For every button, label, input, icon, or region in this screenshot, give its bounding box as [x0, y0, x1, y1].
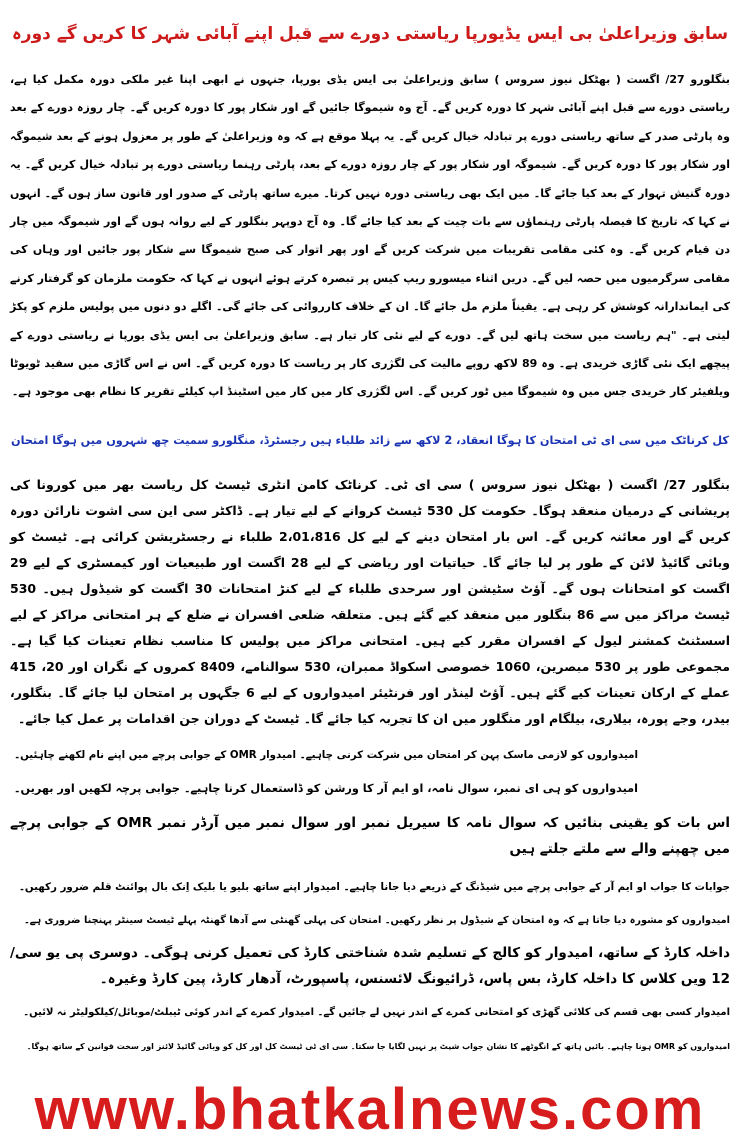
site-url-watermark: www.bhatkalnews.com — [34, 1077, 706, 1142]
guideline-item: امیدواروں کو OMR ہونا چاہیے۔ بائیں ہاتھ کے انگوٹھے کا نشان جواب شیٹ پر نہیں لگایا جا سکتا۔ سی ای ٹی ٹیسٹ کل اور کل کو وبائی گائیڈ لائنز اور سخت قوانین کے ساتھ ہوگا۔ — [26, 1042, 730, 1051]
article-yediyurappa-body: بنگلورو 27/ اگست ( بھٹکل نیوز سروس ) سابق وزیراعلیٰ بی ایس یڈی یورپا، جنہوں نے ابھی اپنا غیر ملکی دورہ مکمل کیا ہے، ریاستی دورے سے قبل اپنے آبائی شہر کا دورہ کریں گے۔ آج وہ شیموگا جائیں گے اور شکار پور کا دورہ کریں گے۔ چار روزہ دورے کے بعد وہ پارٹی صدر کے ساتھ ریاستی دورے پر تبادلہ خیال کریں گے۔ یہ پہلا موقع ہے کہ وہ وزیراعلیٰ کے طور پر معزول ہونے کے بعد شیموگہ اور شکار پور کا دورہ کریں گے۔ شیموگہ اور شکار پور کے چار روزہ دورے کے بعد، پارٹی رہنما ریاستی دورے پر تبادلہ خیال کریں گے۔ یہ دورہ گنیش تہوار کے بعد کیا جائے گا۔ میں ایک بھی ریاستی دورہ نہیں کرتا۔ میرے ساتھ پارٹی کے صدور اور قانون ساز ہوں گے۔ انہوں نے کہا کہ تاریخ کا فیصلہ پارٹی رہنماؤں سے بات چیت کے بعد کیا جائے گا۔ وہ آج دوپہر بنگلور کے لیے روانہ ہوں گے اور شیموگہ میں چار دن قیام کریں گے۔ وہ کئی مقامی تقریبات میں شرکت کریں گے اور پھر اتوار کی صبح شیموگا سے شکار پور جائیں اور وہاں کی مقامی سرگرمیوں میں حصہ لیں گے۔ دریں اثناء میسورو ریپ کیس پر تبصرہ کرتے ہوئے انہوں نے کہا کہ حکومت ملزمان کو گرفتار کرنے کی ایماندارانہ کوشش کر رہی ہے۔ یقیناً ملزم مل جائے گا۔ ان کے خلاف کارروائی کی جائے گی۔ اگلے دو دنوں میں پولیس ملزم کو پکڑ لیتی ہے۔ "ہم ریاست میں سخت ہاتھ لیں گے۔ دورے کے لیے نئی کار تیار ہے۔ سابق وزیراعلیٰ بی ایس یڈی یورپا نے ریاستی دورے کے پیچھے ایک نئی گاڑی خریدی ہے۔ وہ 89 لاکھ روپے مالیت کی لگژری کار پر ریاست کا دورہ کریں گے۔ اس نے اس گاڑی میں سفید ٹویوٹا ویلفیئر کار خریدی جس میں وہ شیموگا میں ٹور کریں گے۔ اس لگژری کار میں کار میں اسٹینڈ اپ کیلئے تقریر کا نظام بھی موجود ہے۔ — [10, 73, 731, 399]
guideline-item: امیدوار کسی بھی قسم کی کلائی گھڑی کو امتحانی کمرے کے اندر نہیں لے جائیں گے۔ امیدوار کمرے کے اندر کوئی ٹیبلٹ/موبائل/کیلکولیٹر نہ لائیں۔ — [23, 1007, 730, 1018]
guideline-item: داخلہ کارڈ کے ساتھ، امیدوار کو کالج کے تسلیم شدہ شناختی کارڈ کی تعمیل کرنی ہوگی۔ دوسری پی یو سی/ 12 ویں کلاس کا داخلہ کارڈ، بس پاس، ڈرائیونگ لائسنس، پاسپورٹ، آدھار کارڈ، پین کارڈ وغیرہ۔ — [10, 945, 730, 987]
article-cet-body: بنگلور 27/ اگست ( بھٹکل نیوز سروس ) سی ای ٹی۔ کرناٹک کامن انٹری ٹیسٹ کل ریاست بھر میں کورونا کی پریشانی کے درمیان منعقد ہوگا۔ حکومت کل 530 ٹیسٹ کروانے کے لیے تیار ہے۔ ڈاکٹر سی این سی اشوت نارائن دورہ کریں گے اور معائنہ کریں گے۔ اس بار امتحان دینے کے لیے کل 2،01،816 طلباء نے رجسٹریشن کرائی ہے۔ ٹیسٹ کو وبائی گائیڈ لائن کے طور پر لیا جائے گا۔ حیاتیات اور ریاضی کے لیے 28 اگست اور طبیعیات اور کیمسٹری کے لیے 29 اگست کو امتحانات ہوں گے۔ آؤٹ سٹیشن اور سرحدی طلباء کے لیے کنڑ امتحانات 30 اگست کو شیڈول ہیں۔ 530 ٹیسٹ مراکز میں سے 86 بنگلور میں منعقد کیے گئے ہیں۔ متعلقہ ضلعی افسران نے ضلع کے ہر امتحانی مراکز کے لیے اسسٹنٹ کمشنر لیول کے افسران مقرر کیے ہیں۔ امتحانی مراکز میں پولیس کا مناسب نظام تعینات کیا گیا ہے۔ مجموعی طور پر 530 مبصرین، 1060 خصوصی اسکواڈ ممبران، 530 سوالنامے، 8409 کمروں کے نگران اور 20، 415 عملے کے ارکان تعینات کیے گئے ہیں۔ آؤٹ لینڈر اور فرنٹیئر امیدواروں کے لیے 6 جگہوں پر امتحان لیا جائے گا۔ بنگلور، بیدر، وجے پورہ، بیلاری، بیلگام اور منگلور میں ان کا تجربہ کیا جائے گا۔ ٹیسٹ کے دوران جن اقدامات پر عمل کیا جائے۔ — [10, 477, 731, 726]
guideline-item: اس بات کو یقینی بنائیں کہ سوال نامہ کا سیریل نمبر اور سوال نمبر میں آرڈر نمبر OMR کے جوابی پرچے میں چھپنے والے سے ملتے جلتے ہیں — [10, 815, 730, 857]
headline-yediyurappa: سابق وزیراعلیٰ بی ایس یڈیورپا ریاستی دورے سے قبل اپنے آبائی شہر کا کریں گے دورہ — [11, 24, 729, 44]
guideline-item: جوابات کا جواب او ایم آر کے جوابی پرچے میں شیڈنگ کے ذریعے دیا جانا چاہیے۔ امیدوار اپنے ساتھ بلیو یا بلیک اِنک بال پوائنٹ قلم ضرور رکھیں۔ — [18, 881, 730, 893]
guideline-item: امیدواروں کو مشورہ دیا جاتا ہے کہ وہ امتحان کے شیڈول پر نظر رکھیں۔ امتحان کی پہلی گھنٹی سے آدھا گھنٹہ پہلے ٹیسٹ سینٹر پہنچنا ضروری ہے۔ — [23, 915, 730, 926]
guideline-item: امیدواروں کو ہی ای نمبر، سوال نامہ، او ایم آر کا ورشن کو ڈاستعمال کرنا چاہیے۔ جوابی پرچہ لکھیں اور بھریں۔ — [13, 782, 638, 795]
guideline-item: امیدواروں کو لازمی ماسک پہن کر امتحان میں شرکت کرنی چاہیے۔ امیدوار OMR کے جوابی پرچے میں اپنے نام لکھنے چاہئیں۔ — [14, 749, 638, 761]
headline-cet-exam: کل کرناٹک میں سی ای ٹی امتحان کا ہوگا انعقاد، 2 لاکھ سے زائد طلباء ہیں رجسٹرڈ، منگلورو سمیت چھ شہروں میں ہوگا امتحان — [11, 434, 729, 447]
